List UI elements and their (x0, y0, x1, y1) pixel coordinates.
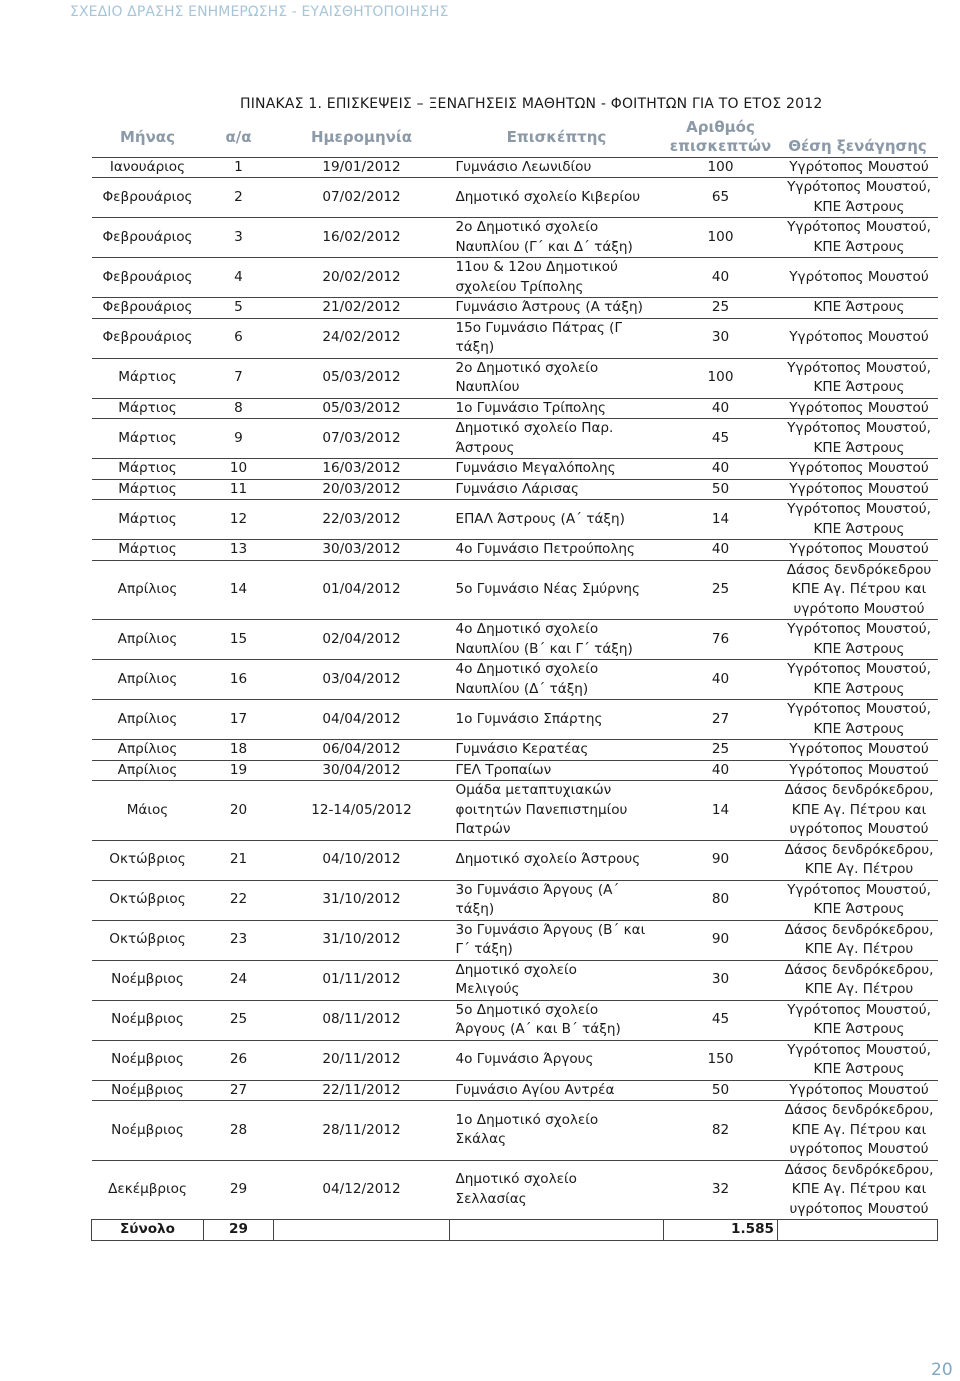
cell-number: 9 (204, 419, 274, 459)
cell-number: 25 (204, 1000, 274, 1040)
cell-visitor-count: 76 (664, 620, 778, 660)
cell-number: 20 (204, 781, 274, 841)
cell-visitor: 5ο Δημοτικό σχολείο Άργους (Α΄ και Β΄ τάξη) (450, 1000, 664, 1040)
cell-month: Φεβρουάριος (92, 178, 204, 218)
cell-visitor: 5ο Γυμνάσιο Νέας Σμύρνης (450, 560, 664, 620)
cell-tour-location: Υγρότοπος Μουστού (778, 459, 938, 480)
table-row (92, 760, 938, 781)
cell-tour-location: Υγρότοπος Μουστού (778, 479, 938, 500)
cell-tour-location: Δάσος δενδρόκεδρου, ΚΠΕ Αγ. Πέτρου (778, 920, 938, 960)
cell-visitor-count: 90 (664, 840, 778, 880)
cell-date: 20/02/2012 (274, 258, 450, 298)
cell-tour-location: Υγρότοπος Μουστού, ΚΠΕ Άστρους (778, 178, 938, 218)
table-row (92, 157, 938, 178)
cell-date: 03/04/2012 (274, 660, 450, 700)
table-body (92, 157, 938, 1220)
cell-number: 27 (204, 1080, 274, 1101)
cell-visitor-count: 80 (664, 880, 778, 920)
cell-tour-location: Υγρότοπος Μουστού, ΚΠΕ Άστρους (778, 660, 938, 700)
cell-visitor: 15ο Γυμνάσιο Πάτρας (Γ τάξη) (450, 318, 664, 358)
cell-number: 24 (204, 960, 274, 1000)
cell-date: 31/10/2012 (274, 920, 450, 960)
cell-visitor: ΕΠΑΛ Άστρους (Α΄ τάξη) (450, 500, 664, 540)
cell-date: 21/02/2012 (274, 298, 450, 319)
cell-visitor-count: 40 (664, 760, 778, 781)
cell-month: Οκτώβριος (92, 840, 204, 880)
cell-month: Δεκέμβριος (92, 1160, 204, 1220)
cell-date: 02/04/2012 (274, 620, 450, 660)
total-row (92, 1220, 938, 1241)
cell-number: 14 (204, 560, 274, 620)
cell-date: 07/03/2012 (274, 419, 450, 459)
table-row (92, 1080, 938, 1101)
cell-tour-location: Δάσος δενδρόκεδρου, ΚΠΕ Αγ. Πέτρου (778, 960, 938, 1000)
cell-number: 6 (204, 318, 274, 358)
cell-visitor: 1ο Γυμνάσιο Σπάρτης (450, 700, 664, 740)
cell-visitor-count: 32 (664, 1160, 778, 1220)
table-row (92, 960, 938, 1000)
cell-date: 22/11/2012 (274, 1080, 450, 1101)
cell-tour-location: Υγρότοπος Μουστού (778, 318, 938, 358)
table-row (92, 318, 938, 358)
cell-tour-location: Δάσος δενδρόκεδρου, ΚΠΕ Αγ. Πέτρου και υγρότοπος Μουστού (778, 781, 938, 841)
table-row (92, 218, 938, 258)
cell-date: 05/03/2012 (274, 398, 450, 419)
cell-date: 01/04/2012 (274, 560, 450, 620)
cell-tour-location: Υγρότοπος Μουστού (778, 258, 938, 298)
header-number: α/α (204, 117, 274, 157)
cell-visitor: Δημοτικό σχολείο Κιβερίου (450, 178, 664, 218)
cell-visitor: Δημοτικό σχολείο Σελλασίας (450, 1160, 664, 1220)
cell-month: Νοέμβριος (92, 1040, 204, 1080)
cell-number: 21 (204, 840, 274, 880)
cell-number: 2 (204, 178, 274, 218)
cell-number: 23 (204, 920, 274, 960)
cell-number: 3 (204, 218, 274, 258)
cell-date: 07/02/2012 (274, 178, 450, 218)
cell-visitor-count: 40 (664, 258, 778, 298)
cell-number: 19 (204, 760, 274, 781)
cell-visitor: 4ο Γυμνάσιο Άργους (450, 1040, 664, 1080)
cell-visitor: 3ο Γυμνάσιο Άργους (Β΄ και Γ΄ τάξη) (450, 920, 664, 960)
table-row (92, 178, 938, 218)
cell-month: Νοέμβριος (92, 960, 204, 1000)
cell-visitor: Γυμνάσιο Αγίου Αντρέα (450, 1080, 664, 1101)
cell-month: Μάρτιος (92, 419, 204, 459)
cell-visitor: 1ο Γυμνάσιο Τρίπολης (450, 398, 664, 419)
cell-tour-location: Δάσος δενδρόκεδρου ΚΠΕ Αγ. Πέτρου και υγρότοπο Μουστού (778, 560, 938, 620)
cell-month: Φεβρουάριος (92, 298, 204, 319)
cell-date: 20/11/2012 (274, 1040, 450, 1080)
cell-month: Μάρτιος (92, 479, 204, 500)
cell-number: 26 (204, 1040, 274, 1080)
cell-date: 24/02/2012 (274, 318, 450, 358)
cell-month: Μάρτιος (92, 358, 204, 398)
cell-visitor: 4ο Δημοτικό σχολείο Ναυπλίου (Δ΄ τάξη) (450, 660, 664, 700)
cell-number: 8 (204, 398, 274, 419)
cell-tour-location: Υγρότοπος Μουστού (778, 157, 938, 178)
cell-tour-location: Υγρότοπος Μουστού, ΚΠΕ Άστρους (778, 358, 938, 398)
total-empty-visitor (450, 1220, 664, 1241)
cell-visitor: Γυμνάσιο Άστρους (Α τάξη) (450, 298, 664, 319)
cell-visitor: 4ο Δημοτικό σχολείο Ναυπλίου (Β΄ και Γ΄ τάξη) (450, 620, 664, 660)
cell-tour-location: Υγρότοπος Μουστού, ΚΠΕ Άστρους (778, 620, 938, 660)
cell-tour-location: Υγρότοπος Μουστού, ΚΠΕ Άστρους (778, 1000, 938, 1040)
cell-tour-location: Υγρότοπος Μουστού, ΚΠΕ Άστρους (778, 218, 938, 258)
cell-visitor: Δημοτικό σχολείο Παρ. Άστρους (450, 419, 664, 459)
cell-number: 15 (204, 620, 274, 660)
cell-visitor: Γυμνάσιο Μεγαλόπολης (450, 459, 664, 480)
running-header: ΣΧΕΔΙΟ ΔΡΑΣΗΣ ΕΝΗΜΕΡΩΣΗΣ - ΕΥΑΙΣΘΗΤΟΠΟΙΗΣΗΣ (70, 4, 449, 20)
cell-month: Ιανουάριος (92, 157, 204, 178)
cell-month: Νοέμβριος (92, 1101, 204, 1161)
cell-tour-location: Υγρότοπος Μουστού, ΚΠΕ Άστρους (778, 1040, 938, 1080)
cell-date: 31/10/2012 (274, 880, 450, 920)
cell-visitor-count: 30 (664, 960, 778, 1000)
table-row (92, 540, 938, 561)
cell-month: Οκτώβριος (92, 880, 204, 920)
table-row (92, 620, 938, 660)
table-row (92, 459, 938, 480)
cell-visitor: 1ο Δημοτικό σχολείο Σκάλας (450, 1101, 664, 1161)
cell-tour-location: Υγρότοπος Μουστού, ΚΠΕ Άστρους (778, 700, 938, 740)
cell-tour-location: Υγρότοπος Μουστού (778, 1080, 938, 1101)
cell-date: 08/11/2012 (274, 1000, 450, 1040)
cell-month: Απρίλιος (92, 700, 204, 740)
cell-visitor-count: 45 (664, 419, 778, 459)
cell-visitor-count: 25 (664, 740, 778, 761)
cell-date: 19/01/2012 (274, 157, 450, 178)
cell-visitor-count: 65 (664, 178, 778, 218)
cell-number: 4 (204, 258, 274, 298)
table-row (92, 358, 938, 398)
cell-visitor-count: 150 (664, 1040, 778, 1080)
cell-month: Μάρτιος (92, 500, 204, 540)
header-date: Ημερομηνία (274, 117, 450, 157)
table-row (92, 398, 938, 419)
cell-number: 7 (204, 358, 274, 398)
cell-month: Απρίλιος (92, 620, 204, 660)
cell-number: 18 (204, 740, 274, 761)
cell-month: Μάιος (92, 781, 204, 841)
total-count: 1.585 (664, 1220, 778, 1241)
cell-month: Φεβρουάριος (92, 258, 204, 298)
cell-number: 16 (204, 660, 274, 700)
total-empty-place (778, 1220, 938, 1241)
cell-tour-location: Υγρότοπος Μουστού, ΚΠΕ Άστρους (778, 419, 938, 459)
table-row (92, 1160, 938, 1220)
cell-month: Νοέμβριος (92, 1080, 204, 1101)
cell-date: 16/02/2012 (274, 218, 450, 258)
cell-number: 12 (204, 500, 274, 540)
table-row (92, 1101, 938, 1161)
cell-number: 5 (204, 298, 274, 319)
header-month: Μήνας (92, 117, 204, 157)
cell-month: Νοέμβριος (92, 1000, 204, 1040)
table-row (92, 700, 938, 740)
cell-tour-location: Υγρότοπος Μουστού, ΚΠΕ Άστρους (778, 500, 938, 540)
cell-tour-location: Δάσος δενδρόκεδρου, ΚΠΕ Αγ. Πέτρου (778, 840, 938, 880)
total-label: Σύνολο (92, 1220, 204, 1241)
cell-visitor: Γυμνάσιο Λεωνιδίου (450, 157, 664, 178)
cell-date: 22/03/2012 (274, 500, 450, 540)
table-row (92, 1000, 938, 1040)
header-tour-location: Θέση ξενάγησης (778, 117, 938, 157)
cell-visitor-count: 27 (664, 700, 778, 740)
cell-date: 20/03/2012 (274, 479, 450, 500)
cell-visitor: 2ο Δημοτικό σχολείο Ναυπλίου (450, 358, 664, 398)
cell-date: 30/04/2012 (274, 760, 450, 781)
cell-date: 28/11/2012 (274, 1101, 450, 1161)
cell-month: Φεβρουάριος (92, 218, 204, 258)
cell-visitor-count: 30 (664, 318, 778, 358)
cell-date: 16/03/2012 (274, 459, 450, 480)
cell-tour-location: Υγρότοπος Μουστού (778, 740, 938, 761)
cell-month: Απρίλιος (92, 740, 204, 761)
table-header-row (92, 117, 938, 157)
cell-tour-location: Υγρότοπος Μουστού (778, 760, 938, 781)
cell-tour-location: Δάσος δενδρόκεδρου, ΚΠΕ Αγ. Πέτρου και υγρότοπος Μουστού (778, 1101, 938, 1161)
cell-number: 10 (204, 459, 274, 480)
cell-number: 13 (204, 540, 274, 561)
cell-date: 04/12/2012 (274, 1160, 450, 1220)
cell-visitor: Δημοτικό σχολείο Μελιγούς (450, 960, 664, 1000)
cell-visitor-count: 100 (664, 218, 778, 258)
table-row (92, 500, 938, 540)
cell-visitor-count: 50 (664, 1080, 778, 1101)
cell-visitor-count: 40 (664, 540, 778, 561)
cell-tour-location: Δάσος δενδρόκεδρου, ΚΠΕ Αγ. Πέτρου και υγρότοπος Μουστού (778, 1160, 938, 1220)
cell-date: 30/03/2012 (274, 540, 450, 561)
table-row (92, 1040, 938, 1080)
cell-month: Μάρτιος (92, 540, 204, 561)
cell-visitor: Γυμνάσιο Κερατέας (450, 740, 664, 761)
cell-visitor: ΓΕΛ Τροπαίων (450, 760, 664, 781)
cell-month: Απρίλιος (92, 660, 204, 700)
visits-table (91, 117, 938, 1241)
table-row (92, 880, 938, 920)
table-row (92, 660, 938, 700)
cell-tour-location: Υγρότοπος Μουστού, ΚΠΕ Άστρους (778, 880, 938, 920)
cell-visitor-count: 14 (664, 500, 778, 540)
header-visitor: Επισκέπτης (450, 117, 664, 157)
cell-visitor: 2ο Δημοτικό σχολείο Ναυπλίου (Γ΄ και Δ΄ τάξη) (450, 218, 664, 258)
table-row (92, 840, 938, 880)
cell-number: 28 (204, 1101, 274, 1161)
table-row (92, 560, 938, 620)
page-number: 20 (931, 1360, 953, 1380)
table-row (92, 298, 938, 319)
cell-month: Μάρτιος (92, 459, 204, 480)
cell-month: Απρίλιος (92, 560, 204, 620)
cell-number: 22 (204, 880, 274, 920)
table-row (92, 419, 938, 459)
cell-number: 29 (204, 1160, 274, 1220)
table-row (92, 781, 938, 841)
cell-number: 11 (204, 479, 274, 500)
cell-month: Μάρτιος (92, 398, 204, 419)
total-number: 29 (204, 1220, 274, 1241)
cell-number: 17 (204, 700, 274, 740)
cell-visitor: Δημοτικό σχολείο Άστρους (450, 840, 664, 880)
table-row (92, 258, 938, 298)
cell-visitor-count: 100 (664, 358, 778, 398)
cell-visitor-count: 45 (664, 1000, 778, 1040)
table-row (92, 920, 938, 960)
cell-visitor-count: 25 (664, 298, 778, 319)
cell-visitor-count: 25 (664, 560, 778, 620)
cell-visitor-count: 40 (664, 398, 778, 419)
cell-visitor: 4ο Γυμνάσιο Πετρούπολης (450, 540, 664, 561)
cell-month: Απρίλιος (92, 760, 204, 781)
cell-visitor: Ομάδα μεταπτυχιακών φοιτητών Πανεπιστημίου Πατρών (450, 781, 664, 841)
cell-visitor-count: 82 (664, 1101, 778, 1161)
cell-visitor-count: 40 (664, 459, 778, 480)
cell-date: 06/04/2012 (274, 740, 450, 761)
cell-visitor: 3ο Γυμνάσιο Άργους (Α΄ τάξη) (450, 880, 664, 920)
cell-visitor-count: 14 (664, 781, 778, 841)
cell-date: 05/03/2012 (274, 358, 450, 398)
cell-date: 12-14/05/2012 (274, 781, 450, 841)
table-title: ΠΙΝΑΚΑΣ 1. ΕΠΙΣΚΕΨΕΙΣ – ΞΕΝΑΓΗΣΕΙΣ ΜΑΘΗΤΩΝ - ΦΟΙΤΗΤΩΝ ΓΙΑ ΤΟ ΕΤΟΣ 2012 (240, 96, 823, 112)
cell-tour-location: Υγρότοπος Μουστού (778, 540, 938, 561)
cell-number: 1 (204, 157, 274, 178)
cell-date: 04/10/2012 (274, 840, 450, 880)
total-empty-date (274, 1220, 450, 1241)
table-row (92, 740, 938, 761)
cell-visitor-count: 50 (664, 479, 778, 500)
cell-month: Οκτώβριος (92, 920, 204, 960)
cell-visitor: 11ου & 12ου Δημοτικού σχολείου Τρίπολης (450, 258, 664, 298)
cell-date: 01/11/2012 (274, 960, 450, 1000)
cell-visitor-count: 100 (664, 157, 778, 178)
cell-date: 04/04/2012 (274, 700, 450, 740)
cell-tour-location: Υγρότοπος Μουστού (778, 398, 938, 419)
table-row (92, 479, 938, 500)
cell-month: Φεβρουάριος (92, 318, 204, 358)
header-visitor-count: Αριθμός επισκεπτών (664, 117, 778, 157)
cell-tour-location: ΚΠΕ Άστρους (778, 298, 938, 319)
cell-visitor-count: 90 (664, 920, 778, 960)
cell-visitor: Γυμνάσιο Λάρισας (450, 479, 664, 500)
cell-visitor-count: 40 (664, 660, 778, 700)
